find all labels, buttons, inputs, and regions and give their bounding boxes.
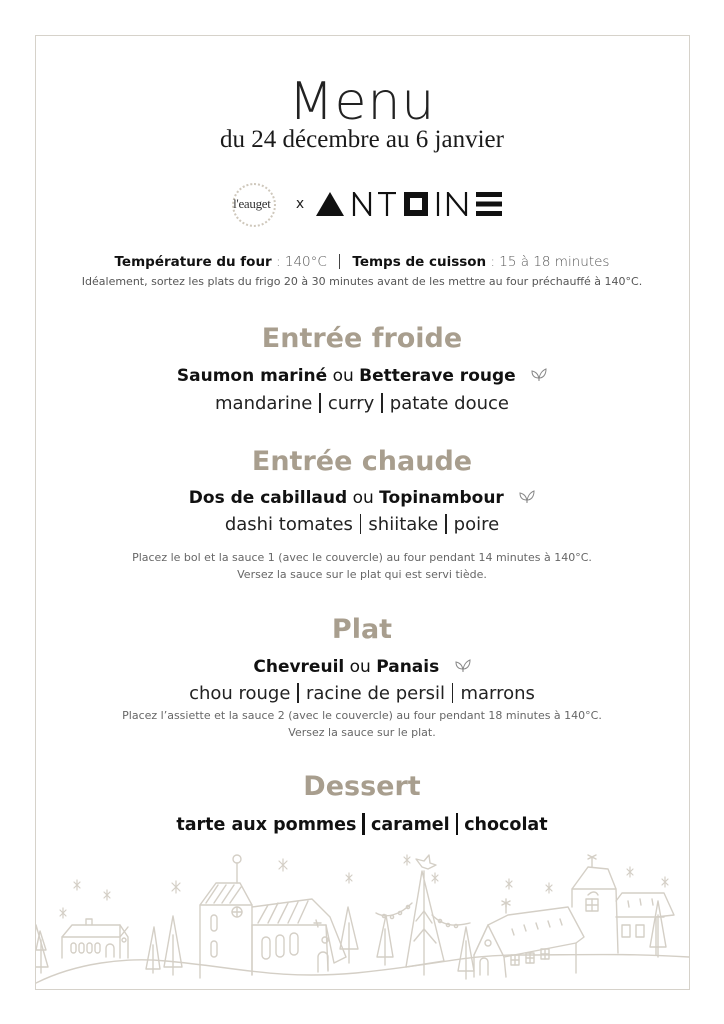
reheat-advice: Idéalement, sortez les plats du frigo 20 à 30 minutes avant de les mettre au four préchauffé à 140°C. — [81, 275, 643, 288]
divider — [445, 514, 447, 534]
garnish-line-plat — [0, 683, 724, 704]
dish-line-entree-chaude — [0, 488, 724, 508]
garnish-item: curry — [327, 393, 375, 414]
dish-option-a: Dos de cabillaud — [188, 488, 348, 508]
section-title-plat: Plat — [331, 614, 393, 645]
cook-time-label: Temps de cuisson — [352, 254, 487, 270]
garnish-item: racine de persil — [305, 683, 445, 704]
garnish-item: poire — [453, 514, 500, 535]
dish-connector: ou — [332, 366, 354, 386]
divider — [360, 514, 362, 534]
eauget-logo — [222, 181, 282, 227]
dessert-item: caramel — [370, 815, 450, 835]
garnish-item: marrons — [460, 683, 535, 704]
divider — [319, 393, 321, 413]
garnish-item: mandarine — [215, 393, 313, 414]
eauget-wordmark: l'eauget — [233, 196, 271, 211]
garnish-item: chou rouge — [189, 683, 291, 704]
dish-option-b: Betterave rouge — [359, 366, 516, 386]
section-title-dessert: Dessert — [303, 771, 421, 802]
page-title: Menu — [288, 72, 436, 132]
dish-option-a: Saumon mariné — [176, 366, 328, 386]
cooking-note-entree-chaude — [0, 549, 724, 583]
divider — [381, 393, 383, 413]
leaf-icon — [519, 490, 535, 504]
leaf-icon — [455, 659, 471, 673]
cook-time-value: : 15 à 18 minutes — [490, 254, 610, 270]
divider — [362, 813, 365, 835]
village-drawing-icon — [36, 845, 689, 989]
garnish-item: patate douce — [389, 393, 509, 414]
antoine-wordmark-icon — [316, 192, 502, 216]
garnish-line-entree-chaude — [0, 514, 724, 535]
note-line: Placez l’assiette et la sauce 2 (avec le couvercle) au four pendant 18 minutes à 140°C. — [122, 709, 602, 722]
dish-line-plat — [0, 657, 724, 677]
section-title-entree-chaude: Entrée chaude — [251, 446, 473, 477]
dish-option-b: Panais — [376, 657, 440, 677]
leaf-icon — [531, 368, 547, 382]
antoine-logo — [316, 191, 502, 217]
dish-connector: ou — [349, 657, 371, 677]
divider — [456, 813, 459, 835]
brand-logos — [0, 180, 724, 228]
cooking-note-plat — [0, 707, 724, 741]
page-subtitle: du 24 décembre au 6 janvier — [220, 126, 504, 153]
divider — [452, 683, 454, 703]
note-line: Placez le bol et la sauce 1 (avec le couvercle) au four pendant 14 minutes à 140°C. — [132, 551, 592, 564]
divider — [339, 254, 340, 269]
note-line: Versez la sauce sur le plat qui est servi tiède. — [237, 568, 487, 581]
garnish-item: shiitake — [368, 514, 439, 535]
winter-village-illustration — [36, 845, 689, 989]
oven-temp-label: Température du four — [114, 254, 272, 270]
dish-option-a: Chevreuil — [253, 657, 345, 677]
dessert-item: chocolat — [464, 815, 548, 835]
dessert-item: tarte aux pommes — [176, 815, 357, 835]
dish-connector: ou — [352, 488, 374, 508]
dessert-line — [0, 813, 724, 835]
dish-option-b: Topinambour — [379, 488, 504, 508]
garnish-item: dashi tomates — [224, 514, 353, 535]
oven-info — [0, 254, 724, 270]
divider — [297, 683, 299, 703]
section-title-entree-froide: Entrée froide — [261, 323, 463, 354]
note-line: Versez la sauce sur le plat. — [288, 726, 436, 739]
dish-line-entree-froide — [0, 366, 724, 386]
collab-connector: x — [295, 196, 305, 212]
garnish-line-entree-froide — [0, 393, 724, 414]
oven-temp-value: : 140°C — [276, 254, 327, 270]
